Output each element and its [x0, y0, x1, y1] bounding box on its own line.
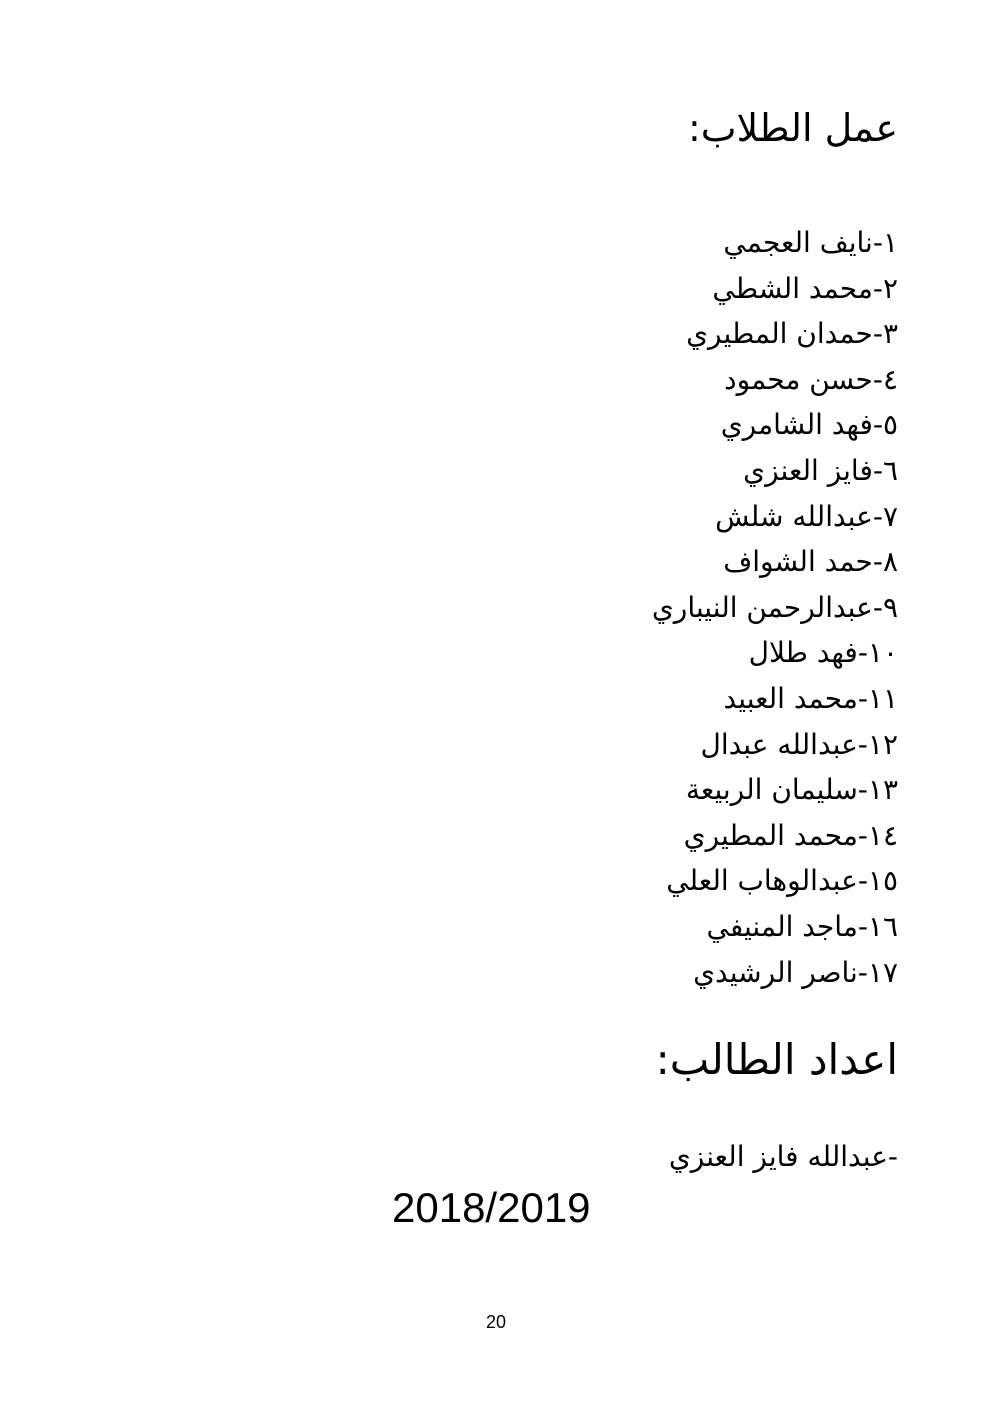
student-item: ١٣-سليمان الربيعة — [685, 773, 898, 807]
prepared-by-heading: اعداد الطالب: — [655, 1035, 898, 1084]
student-item: ١٢-عبدالله عبدال — [700, 727, 898, 761]
student-item: ٥-فهد الشامري — [720, 408, 898, 442]
student-item: ١٦-ماجد المنيفي — [706, 909, 898, 943]
student-item: ١٠-فهد طلال — [748, 636, 898, 670]
student-item: ١٥-عبدالوهاب العلي — [666, 864, 898, 898]
student-item: ٢-محمد الشطي — [712, 271, 898, 305]
student-item: ٩-عبدالرحمن النيباري — [651, 590, 898, 624]
student-item: ٦-فايز العنزي — [743, 453, 898, 487]
students-list — [652, 220, 898, 995]
student-item: ١٧-ناصر الرشيدي — [693, 955, 898, 989]
student-item: ٤-حسن محمود — [724, 362, 898, 396]
page-number: 20 — [485, 1312, 507, 1332]
student-item: ١-نايف العجمي — [723, 226, 898, 259]
students-work-heading: عمل الطلاب: — [687, 106, 898, 150]
student-item: ١٤-محمد المطيري — [683, 818, 898, 852]
academic-year: 2018/2019 — [392, 1184, 591, 1231]
student-item: ١١-محمد العبيد — [723, 681, 898, 715]
student-item: ٣-حمدان المطيري — [686, 317, 898, 351]
student-item: ٧-عبدالله شلش — [715, 499, 898, 533]
student-item: ٨-حمد الشواف — [723, 545, 898, 579]
preparer-name: -عبدالله فايز العنزي — [668, 1140, 898, 1173]
